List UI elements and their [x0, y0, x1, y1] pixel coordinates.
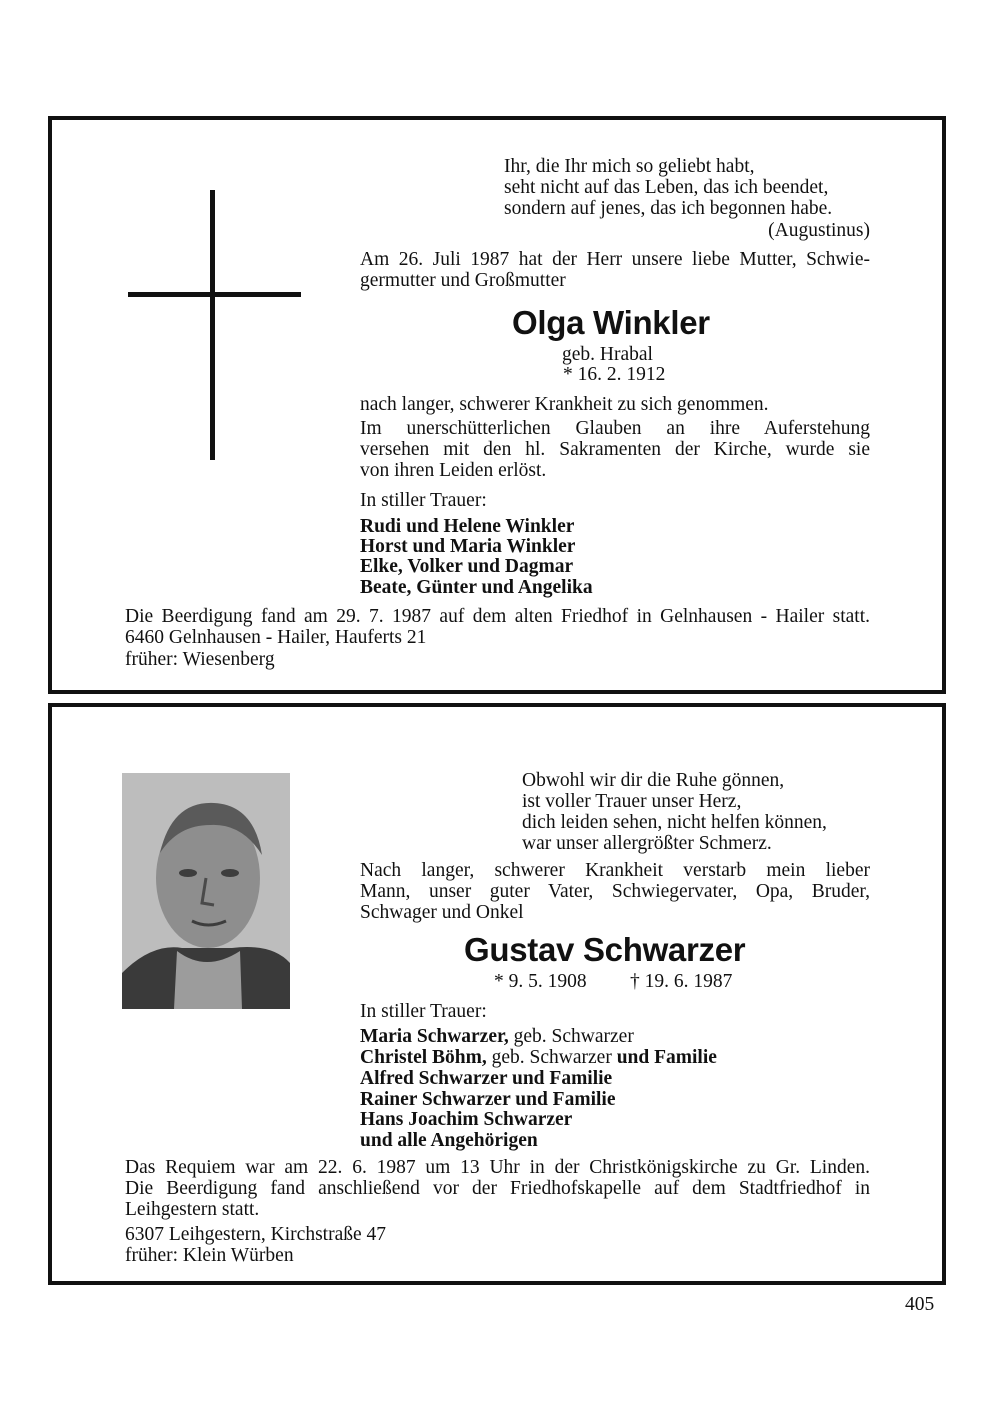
mourner: Horst und Maria Winkler	[360, 536, 576, 557]
intro-line: Schwager und Onkel	[360, 902, 524, 923]
mourner: Alfred Schwarzer und Familie	[360, 1068, 613, 1089]
portrait-icon	[122, 773, 290, 1009]
birth-date: * 9. 5. 1908	[494, 971, 587, 992]
intro-line: Am 26. Juli 1987 hat der Herr unsere liebe Mutter, Schwie-	[360, 249, 870, 270]
poem-line: seht nicht auf das Leben, das ich beendet,	[504, 177, 829, 198]
mourner: Hans Joachim Schwarzer	[360, 1109, 573, 1130]
intro-line: Mann, unser guter Vater, Schwiegervater, Opa, Bruder,	[360, 881, 870, 902]
mourner	[360, 1026, 634, 1047]
poem-line: war unser allergrößter Schmerz.	[522, 833, 772, 854]
body-line: von ihren Leiden erlöst.	[360, 460, 547, 481]
intro-line: germutter und Großmutter	[360, 270, 566, 291]
cross-icon-bar	[128, 292, 301, 297]
address: 6460 Gelnhausen - Hailer, Hauferts 21	[125, 627, 427, 648]
former-residence: früher: Wiesenberg	[125, 649, 275, 670]
funeral-info: Die Beerdigung fand am 29. 7. 1987 auf dem alten Friedhof in Gelnhausen - Hailer statt.	[125, 606, 870, 627]
poem-line: sondern auf jenes, das ich begonnen habe.	[504, 198, 833, 219]
birth-name: geb. Hrabal	[562, 344, 653, 365]
death-date: † 19. 6. 1987	[630, 971, 733, 992]
mourner: Elke, Volker und Dagmar	[360, 556, 574, 577]
mourner-name: Christel Böhm,	[360, 1047, 487, 1068]
body-line: Im unerschütterlichen Glauben an ihre Auferstehung	[360, 418, 870, 439]
mourner: Rudi und Helene Winkler	[360, 516, 575, 537]
portrait-photo	[122, 773, 290, 1009]
poem-line: Obwohl wir dir die Ruhe gönnen,	[522, 770, 785, 791]
mourner-name: Maria Schwarzer,	[360, 1026, 509, 1047]
poem-line: Ihr, die Ihr mich so geliebt habt,	[504, 156, 755, 177]
mourning-label: In stiller Trauer:	[360, 1001, 487, 1022]
former-residence: früher: Klein Würben	[125, 1245, 294, 1266]
deceased-name: Olga Winkler	[512, 304, 710, 341]
mourner-detail: geb. Schwarzer	[491, 1047, 612, 1068]
body-line: versehen mit den hl. Sakramenten der Kirche, wurde sie	[360, 439, 870, 460]
cross-icon	[210, 190, 215, 460]
requiem-line: Leihgestern statt.	[125, 1199, 260, 1220]
requiem-line: Die Beerdigung fand anschließend vor der Friedhofskapelle auf dem Stadtfriedhof in	[125, 1178, 870, 1199]
death-notice-gustav-schwarzer	[48, 703, 946, 1285]
intro-line: Nach langer, schwerer Krankheit verstarb mein lieber	[360, 860, 870, 881]
address: 6307 Leihgestern, Kirchstraße 47	[125, 1224, 387, 1245]
mourner: Rainer Schwarzer und Familie	[360, 1089, 616, 1110]
mourner: und alle Angehörigen	[360, 1130, 538, 1151]
body-line: nach langer, schwerer Krankheit zu sich genommen.	[360, 394, 769, 415]
requiem-line: Das Requiem war am 22. 6. 1987 um 13 Uhr in der Christkönigskirche zu Gr. Linden.	[125, 1157, 870, 1178]
death-notice-olga-winkler	[48, 116, 946, 694]
deceased-name: Gustav Schwarzer	[464, 931, 746, 968]
poem-author: (Augustinus)	[768, 220, 870, 241]
mourning-label: In stiller Trauer:	[360, 490, 487, 511]
mourner-family: und Familie	[616, 1047, 717, 1068]
mourner	[360, 1047, 717, 1068]
mourner-detail: geb. Schwarzer	[513, 1026, 634, 1047]
page-number: 405	[905, 1294, 935, 1315]
poem-line: ist voller Trauer unser Herz,	[522, 791, 742, 812]
birth-date: * 16. 2. 1912	[563, 364, 666, 385]
mourner: Beate, Günter und Angelika	[360, 577, 593, 598]
poem-line: dich leiden sehen, nicht helfen können,	[522, 812, 827, 833]
